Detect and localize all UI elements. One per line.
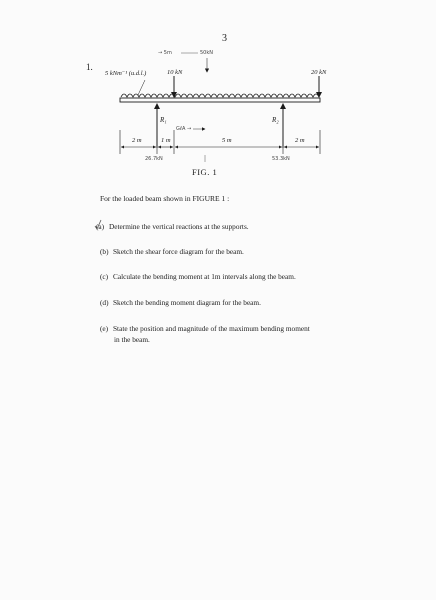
figure-caption: FIG. 1 (192, 167, 218, 177)
udl-label-leader (138, 80, 145, 95)
item-text: Calculate the bending moment at 1m intervals along the beam. (113, 272, 296, 281)
check-mark-icon (94, 219, 102, 231)
question-item-e (100, 323, 362, 345)
pencil-note-mid: GℓA → (176, 126, 192, 132)
reaction-1-label: R₁ (160, 116, 167, 124)
item-text: Sketch the bending moment diagram for the beam. (113, 298, 261, 307)
udl-wave (121, 94, 319, 97)
question-number: 1. (86, 62, 93, 72)
question-item-d (100, 297, 362, 308)
item-label: (b) (100, 247, 109, 256)
item-label: (e) (100, 324, 109, 333)
question-intro: For the loaded beam shown in FIGURE 1 : (100, 194, 230, 203)
question-item-a (96, 221, 358, 232)
dimension-label-2: 1 m (161, 137, 171, 144)
pencil-note-r1: 26.7kN (145, 156, 163, 162)
item-label: (c) (100, 272, 109, 281)
question-item-c (100, 271, 362, 282)
item-text: State the position and magnitude of the maximum bending moment (113, 324, 310, 333)
item-label: (d) (100, 298, 109, 307)
pencil-note-top-left: → 5m (158, 50, 172, 56)
point-load-2-label: 20 kN (311, 69, 327, 76)
udl-label: 5 kNm⁻¹ (u.d.l.) (105, 70, 147, 77)
dimension-ticks (120, 130, 320, 154)
beam (120, 98, 320, 102)
page-number: 3 (222, 33, 227, 44)
item-label: (a) (96, 222, 105, 231)
reaction-2-label: R₂ (272, 116, 279, 124)
dimension-label-4: 2 m (295, 137, 305, 144)
dimension-label-1: 2 m (132, 137, 142, 144)
pencil-note-r2: 53.3kN (272, 156, 290, 162)
point-load-1-label: 10 kN (167, 69, 183, 76)
pencil-note-top-right: 50kN (200, 50, 213, 56)
dimension-label-3: 5 m (222, 137, 232, 144)
item-text: Sketch the shear force diagram for the beam. (113, 247, 244, 256)
question-item-b (100, 246, 362, 257)
item-text-continued: in the beam. (114, 335, 150, 344)
beam-diagram (0, 0, 436, 180)
item-text: Determine the vertical reactions at the supports. (109, 222, 249, 231)
